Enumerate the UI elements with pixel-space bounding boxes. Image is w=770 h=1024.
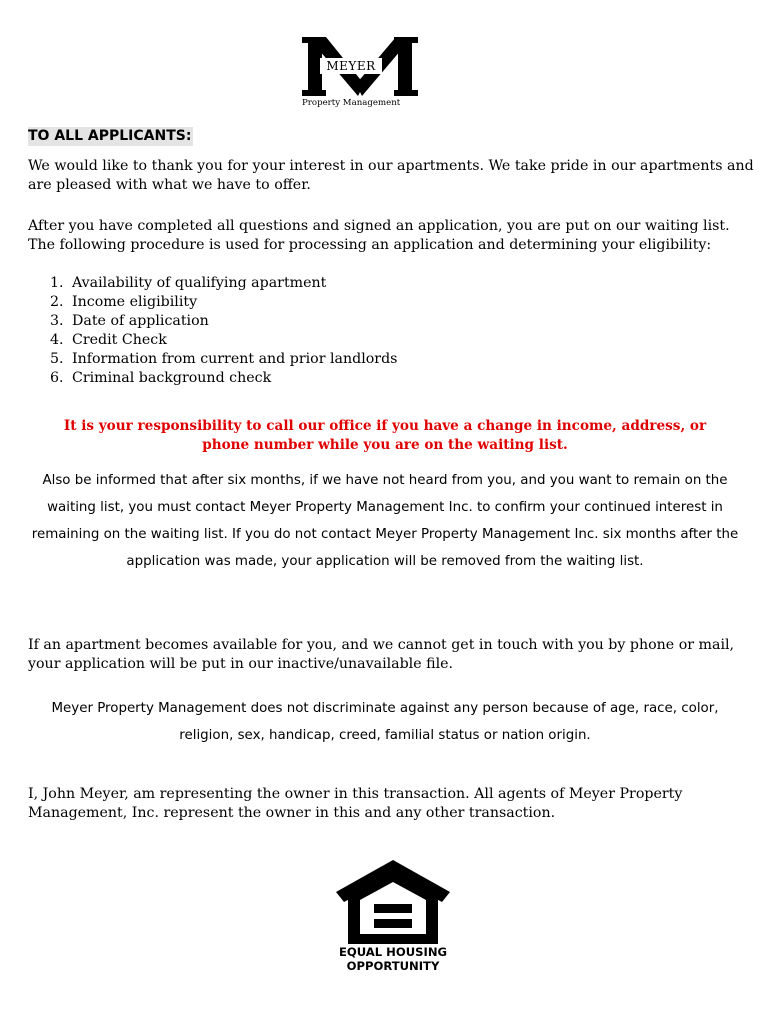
list-item: 4. Credit Check bbox=[50, 332, 167, 348]
list-item: 1. Availability of qualifying apartment bbox=[50, 275, 327, 291]
logo-subtitle: Property Management bbox=[302, 98, 401, 108]
responsibility-notice bbox=[24, 417, 746, 455]
meyer-logo bbox=[300, 34, 422, 112]
unavailable-paragraph: If an apartment becomes available for you, and we cannot get in touch with you by phone or mail, your application will be put in our inactive/unavailable file. bbox=[28, 637, 735, 672]
equal-housing-logo bbox=[334, 858, 452, 978]
nondiscrimination-paragraph: Meyer Property Management does not discriminate against any person because of age, race, color, religion, sex, handicap, creed, familial status or nation origin. bbox=[51, 701, 719, 743]
page-heading: TO ALL APPLICANTS: bbox=[28, 128, 192, 144]
notice-line-2: phone number while you are on the waiting list. bbox=[202, 437, 568, 453]
equal-housing-line-2: OPPORTUNITY bbox=[346, 959, 440, 973]
list-item: 5. Information from current and prior landlords bbox=[50, 351, 398, 367]
representation-paragraph: I, John Meyer, am representing the owner in this transaction. All agents of Meyer Property Management, Inc. represent the owner in this and any other transaction. bbox=[28, 786, 683, 821]
procedure-list bbox=[50, 274, 397, 388]
list-item: 2. Income eligibility bbox=[50, 294, 198, 310]
thanks-paragraph: We would like to thank you for your interest in our apartments. We take pride in our apartments and are pleased with what we have to offer. bbox=[28, 158, 754, 193]
logo-wordmark: MEYER bbox=[320, 58, 382, 74]
six-months-paragraph: Also be informed that after six months, if we have not heard from you, and you want to remain on the waiting list, you must contact Meyer Property Management Inc. to confirm your continued interest in remaining on the waiting list. If you do not contact Meyer Property Management Inc. six months after the application was made, your application will be removed from the waiting list. bbox=[31, 473, 739, 569]
equal-housing-line-1: EQUAL HOUSING bbox=[338, 945, 448, 959]
house-equal-icon bbox=[334, 858, 452, 946]
equal-housing-label bbox=[334, 945, 452, 973]
procedure-intro-paragraph: After you have completed all questions and signed an application, you are put on our waiting list. The following procedure is used for processing an application and determining your eligibility: bbox=[28, 218, 730, 253]
notice-line-1: It is your responsibility to call our office if you have a change in income, address, or bbox=[63, 418, 707, 434]
list-item: 6. Criminal background check bbox=[50, 370, 272, 386]
list-item: 3. Date of application bbox=[50, 313, 209, 329]
